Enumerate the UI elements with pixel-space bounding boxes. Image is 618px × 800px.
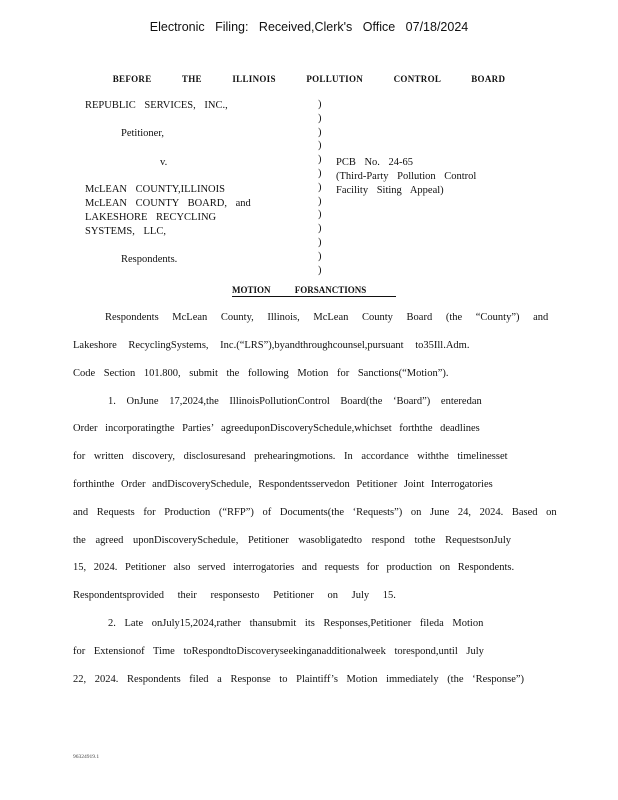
- respondent-line: McLEAN COUNTY,ILLINOIS: [85, 184, 225, 195]
- filing-stamp: Electronic Filing: Received,Clerk's Office 07/18/2024: [149, 20, 469, 34]
- body-line: forthinthe Order andDiscoverySchedule, Respondentsservedon Petitioner Joint Interrogatories: [73, 479, 493, 490]
- body-line: 15, 2024. Petitioner also served interrogatories and requests for production on Respondents.: [73, 562, 515, 573]
- paren: ): [318, 250, 322, 262]
- paren: ): [318, 140, 322, 152]
- body-line: 22, 2024. Respondents filed a Response to Plaintiff’s Motion immediately (the ‘Response”): [73, 674, 525, 685]
- paren: ): [318, 223, 322, 235]
- case-type-line: Facility Siting Appeal): [336, 185, 444, 196]
- body-line: Order incorporatingthe Parties’ agreeduponDiscoverySchedule,whichset forththe deadlines: [73, 423, 480, 434]
- respondent-line: SYSTEMS, LLC,: [85, 226, 166, 237]
- body-line: Lakeshore RecyclingSystems, Inc.(“LRS”),byandthroughcounsel,pursuant to35Ill.Adm.: [73, 340, 470, 351]
- body-line: for Extensionof Time toRespondtoDiscoveryseekinganadditionalweek torespond,until July: [73, 646, 484, 657]
- caption-parentheses: [318, 98, 322, 277]
- paren: ): [318, 99, 322, 110]
- paren: ): [318, 167, 322, 179]
- petitioner-name: REPUBLIC SERVICES, INC.,: [85, 100, 228, 111]
- body-line: 2. Late onJuly15,2024,rather thansubmit its Responses,Petitioner fileda Motion: [108, 618, 484, 629]
- body-line: Respondents McLean County, Illinois, McLean County Board (the “County”) and: [105, 312, 549, 323]
- case-number: PCB No. 24-65: [336, 157, 414, 168]
- paren: ): [318, 264, 322, 276]
- paren: ): [318, 195, 322, 207]
- body-line: Respondentsprovided their responsesto Petitioner on July 15.: [73, 590, 396, 601]
- body-line: for written discovery, disclosuresand prehearingmotions. In accordance withthe timelinesset: [73, 451, 508, 462]
- respondent-line: LAKESHORE RECYCLING: [85, 212, 217, 223]
- body-line: and Requests for Production (“RFP”) of Documents(the ‘Requests”) on June 24, 2024. Based on: [73, 507, 557, 518]
- body-line: Code Section 101.800, submit the following Motion for Sanctions(“Motion”).: [73, 368, 449, 379]
- case-type-line: (Third-Party Pollution Control: [336, 171, 477, 182]
- versus: v.: [160, 157, 168, 168]
- paren: ): [318, 236, 322, 248]
- respondent-line: McLEAN COUNTY BOARD, and: [85, 198, 251, 209]
- respondents-label: Respondents.: [121, 254, 178, 265]
- petitioner-label: Petitioner,: [121, 128, 165, 139]
- paren: ): [318, 112, 322, 124]
- paren: ): [318, 209, 322, 221]
- paren: ): [318, 126, 322, 138]
- motion-title: MOTION FORSANCTIONS: [232, 285, 396, 297]
- paren: ): [318, 181, 322, 193]
- document-id: 96324919.1: [73, 754, 100, 760]
- paren: ): [318, 154, 322, 166]
- board-heading: BEFORE THE ILLINOIS POLLUTION CONTROL BOARD: [112, 74, 506, 84]
- body-line: the agreed uponDiscoverySchedule, Petitioner wasobligatedto respond tothe RequestsonJuly: [73, 535, 511, 546]
- body-line: 1. OnJune 17,2024,the IllinoisPollutionControl Board(the ‘Board”) enteredan: [108, 396, 482, 407]
